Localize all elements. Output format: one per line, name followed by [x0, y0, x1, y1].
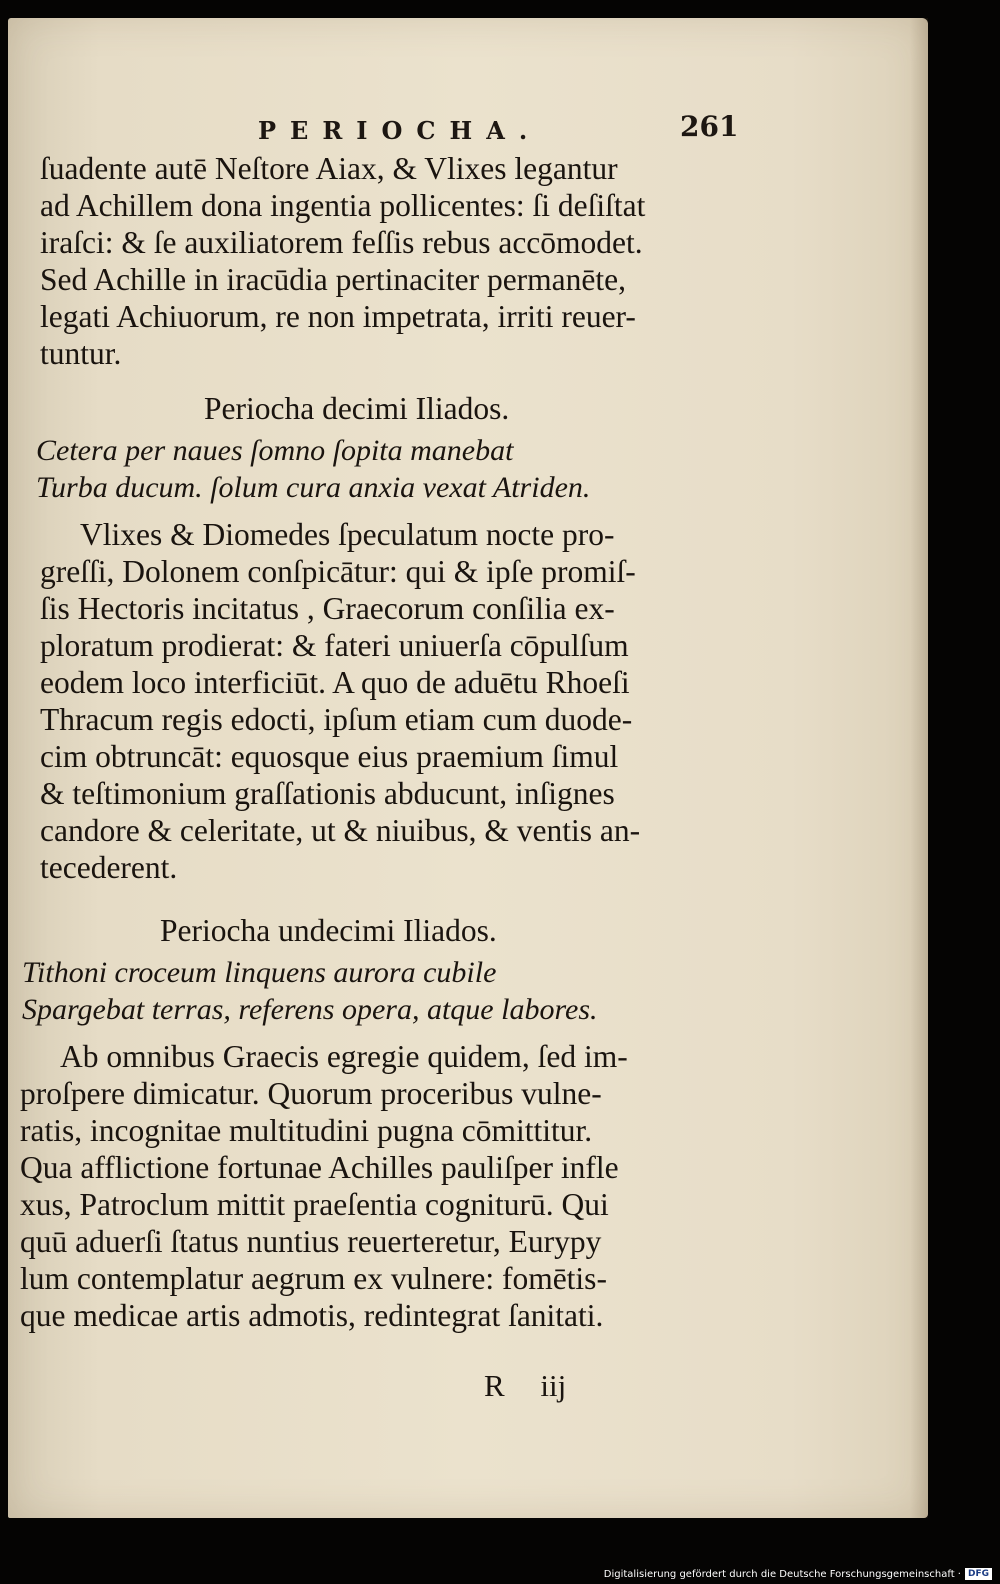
section-heading-decimi: Periocha decimi Iliados.	[204, 391, 510, 426]
text-line: greſſi, Dolonem conſpicātur: qui & ipſe promiſ-	[40, 554, 636, 589]
text-line: candore & celeritate, ut & niuibus, & ventis an-	[40, 813, 641, 848]
text-line: & teſtimonium graſſationis abducunt, inſignes	[40, 776, 615, 811]
credit-text: Digitalisierung gefördert durch die Deutsche Forschungsgemeinschaft ·	[603, 1568, 961, 1580]
page-edge-shadow	[910, 18, 928, 1518]
text-line: ratis, incognitae multitudini pugna cōmittitur.	[20, 1113, 593, 1148]
book-page	[8, 18, 928, 1518]
text-line: ſis Hectoris incitatus , Graecorum conſilia ex-	[40, 591, 615, 626]
verse-line: Spargebat terras, referens opera, atque labores.	[22, 993, 598, 1026]
text-line: cim obtruncāt: equosque eius praemium ſimul	[40, 739, 619, 774]
text-line: iraſci: & ſe auxiliatorem feſſis rebus accōmodet.	[40, 225, 643, 260]
verse-line: Turba ducum. ſolum cura anxia vexat Atriden.	[36, 471, 591, 504]
text-line: Sed Achille in iracūdia pertinaciter permanēte,	[40, 262, 626, 297]
text-line: tecederent.	[40, 850, 178, 885]
text-line: Vlixes & Diomedes ſpeculatum nocte pro-	[80, 517, 615, 552]
text-block-decimi	[40, 516, 640, 886]
text-line: ad Achillem dona ingentia pollicentes: ſi deſiſtat	[40, 188, 646, 223]
text-line: Ab omnibus Graecis egregie quidem, ſed im-	[60, 1039, 628, 1074]
running-title: PERIOCHA.	[258, 116, 542, 145]
text-line: legati Achiuorum, re non impetrata, irriti reuer-	[40, 299, 636, 334]
text-block-undecimi	[20, 1038, 628, 1334]
text-line: proſpere dimicatur. Quorum proceribus vulne-	[20, 1076, 602, 1111]
dfg-logo-icon: DFG	[965, 1568, 992, 1580]
section-heading-undecimi: Periocha undecimi Iliados.	[160, 913, 497, 948]
verse-line: Tithoni croceum linquens aurora cubile	[22, 956, 497, 989]
text-line: quū aduerſi ſtatus nuntius reuerteretur, Eurypy	[20, 1224, 602, 1259]
verse-line: Cetera per naues ſomno ſopita manebat	[36, 434, 514, 467]
text-line: lum contemplatur aegrum ex vulnere: fomētis-	[20, 1261, 607, 1296]
text-line: Thracum regis edocti, ipſum etiam cum duode-	[40, 702, 633, 737]
page-number: 261	[680, 110, 739, 143]
text-line: ploratum prodierat: & fateri uniuerſa cōpulſum	[40, 628, 629, 663]
text-line: eodem loco interficiūt. A quo de aduētu Rhoeſi	[40, 665, 630, 700]
text-line: tuntur.	[40, 336, 122, 371]
text-block-intro	[40, 150, 645, 372]
text-line: ſuadente autē Neſtore Aiax, & Vlixes legantur	[40, 151, 618, 186]
signature-mark: R iij	[484, 1368, 567, 1403]
digitization-credit	[604, 1568, 992, 1580]
verse-block-undecimi	[22, 954, 598, 1028]
text-line: Qua afflictione fortunae Achilles pauliſper infle	[20, 1150, 619, 1185]
text-line: xus, Patroclum mittit praeſentia cogniturū. Qui	[20, 1187, 609, 1222]
verse-block-decimi	[36, 432, 590, 506]
text-line: que medicae artis admotis, redintegrat ſanitati.	[20, 1298, 604, 1333]
